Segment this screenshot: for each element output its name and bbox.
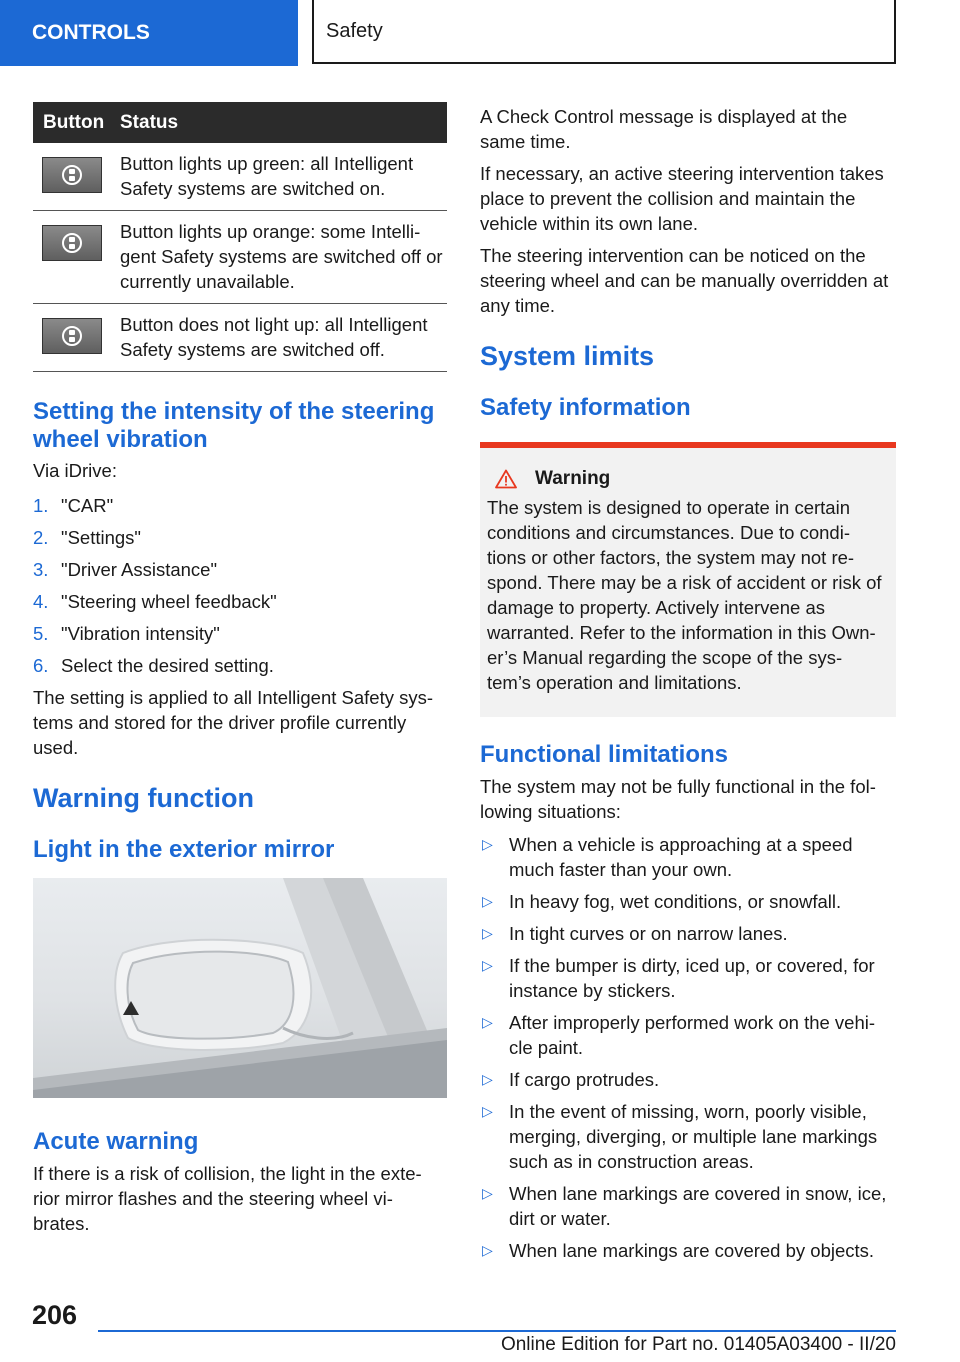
triangle-bullet-icon: ▷ bbox=[482, 893, 493, 909]
list-item: 5. "Vibration intensity" bbox=[33, 623, 220, 644]
warning-text: The system is designed to operate in certain conditions and circumstances. Due to condi- tions or other factors, the system may not re- spond. There may be a risk of accident or risk of damage to property. Actively intervene as warranted. Refer to the information in this Own- er’s Manual regarding the scope of the sys- tem’s operation and limitations. bbox=[487, 497, 882, 693]
override-text: The steering intervention can be noticed on the steering wheel and can be manually overridden at any time. bbox=[480, 245, 889, 316]
list-item: ▷ If cargo protrudes. bbox=[482, 1069, 660, 1090]
list-item: ▷ When lane markings are covered in snow, ice, dirt or water. bbox=[482, 1183, 887, 1229]
check-control-text: A Check Control message is displayed at the same time. bbox=[480, 106, 848, 152]
list-item: ▷ In tight curves or on narrow lanes. bbox=[482, 923, 788, 944]
list-item: ▷ When a vehicle is approaching at a speed much faster than your own. bbox=[482, 834, 853, 880]
steering-intervention-text: If necessary, an active steering intervention takes place to prevent the collision and maintain the vehicle within its own lane. bbox=[480, 163, 884, 234]
triangle-bullet-icon: ▷ bbox=[482, 925, 493, 941]
intensity-heading: Setting the intensity of the steering wheel vibration bbox=[33, 398, 435, 453]
section-label: CONTROLS bbox=[32, 21, 150, 44]
status-text: Button does not light up: all Intelligent Safety systems are switched off. bbox=[112, 304, 447, 372]
right-column bbox=[480, 102, 896, 1270]
warning-triangle-icon bbox=[495, 469, 517, 489]
list-item: ▷ After improperly performed work on the vehi- cle paint. bbox=[482, 1012, 876, 1058]
list-item: 1. "CAR" bbox=[33, 495, 114, 516]
status-text: Button lights up green: all Intelligent Safety systems are switched on. bbox=[112, 143, 447, 211]
chapter-title: Safety bbox=[326, 19, 383, 42]
warning-box bbox=[480, 442, 896, 717]
intensity-note: The setting is applied to all Intelligent Safety sys- tems and stored for the driver profile currently used. bbox=[33, 687, 434, 758]
column-header-button: Button bbox=[33, 102, 112, 143]
triangle-bullet-icon: ▷ bbox=[482, 1071, 493, 1087]
triangle-bullet-icon: ▷ bbox=[482, 1103, 493, 1119]
column-header-status: Status bbox=[112, 102, 447, 143]
functional-limitations-heading: Functional limitations bbox=[480, 741, 729, 768]
acute-warning-heading: Acute warning bbox=[33, 1128, 199, 1155]
section-tab bbox=[0, 0, 298, 66]
left-column bbox=[33, 102, 447, 1236]
limitations-list bbox=[480, 832, 896, 1263]
intelligent-safety-button-icon bbox=[42, 318, 102, 354]
intelligent-safety-button-icon bbox=[42, 225, 102, 261]
acute-warning-text: If there is a risk of collision, the light in the exte- rior mirror flashes and the steering wheel vi- brates. bbox=[33, 1163, 422, 1234]
system-limits-heading: System limits bbox=[480, 341, 655, 371]
functional-limitations-intro: The system may not be fully functional in the fol- lowing situations: bbox=[480, 776, 876, 822]
list-item: ▷ When lane markings are covered by objects. bbox=[482, 1240, 875, 1261]
chapter-tab bbox=[312, 0, 896, 64]
table-row bbox=[33, 143, 447, 211]
list-item: ▷ In the event of missing, worn, poorly visible, merging, diverging, or multiple lane markings such as in construction areas. bbox=[482, 1101, 878, 1172]
status-text: Button lights up orange: some Intelli- gent Safety systems are switched off or currently unavailable. bbox=[112, 211, 447, 304]
safety-information-heading: Safety information bbox=[480, 394, 691, 421]
table-row bbox=[33, 304, 447, 372]
intelligent-safety-button-icon bbox=[42, 157, 102, 193]
table-row bbox=[33, 211, 447, 304]
list-item: ▷ In heavy fog, wet conditions, or snowfall. bbox=[482, 891, 842, 912]
edition-footer: Online Edition for Part no. 01405A03400 - II/20 bbox=[500, 1334, 896, 1355]
table-header bbox=[33, 102, 447, 143]
exterior-mirror-illustration bbox=[33, 878, 447, 1098]
triangle-bullet-icon: ▷ bbox=[482, 957, 493, 973]
idrive-steps bbox=[33, 493, 447, 678]
list-item: 6. Select the desired setting. bbox=[33, 655, 274, 676]
button-status-table bbox=[33, 102, 447, 372]
warning-function-heading: Warning function bbox=[33, 783, 254, 813]
list-item: ▷ If the bumper is dirty, iced up, or covered, for instance by stickers. bbox=[482, 955, 875, 1001]
list-item: 2. "Settings" bbox=[33, 527, 141, 548]
triangle-bullet-icon: ▷ bbox=[482, 836, 493, 852]
list-item: 4. "Steering wheel feedback" bbox=[33, 591, 277, 612]
mirror-light-heading: Light in the exterior mirror bbox=[33, 836, 335, 863]
warning-label: Warning bbox=[535, 468, 611, 489]
page-number: 206 bbox=[32, 1300, 78, 1330]
triangle-bullet-icon: ▷ bbox=[482, 1185, 493, 1201]
list-item: 3. "Driver Assistance" bbox=[33, 559, 218, 580]
triangle-bullet-icon: ▷ bbox=[482, 1014, 493, 1030]
triangle-bullet-icon: ▷ bbox=[482, 1242, 493, 1258]
idrive-intro: Via iDrive: bbox=[33, 460, 117, 481]
